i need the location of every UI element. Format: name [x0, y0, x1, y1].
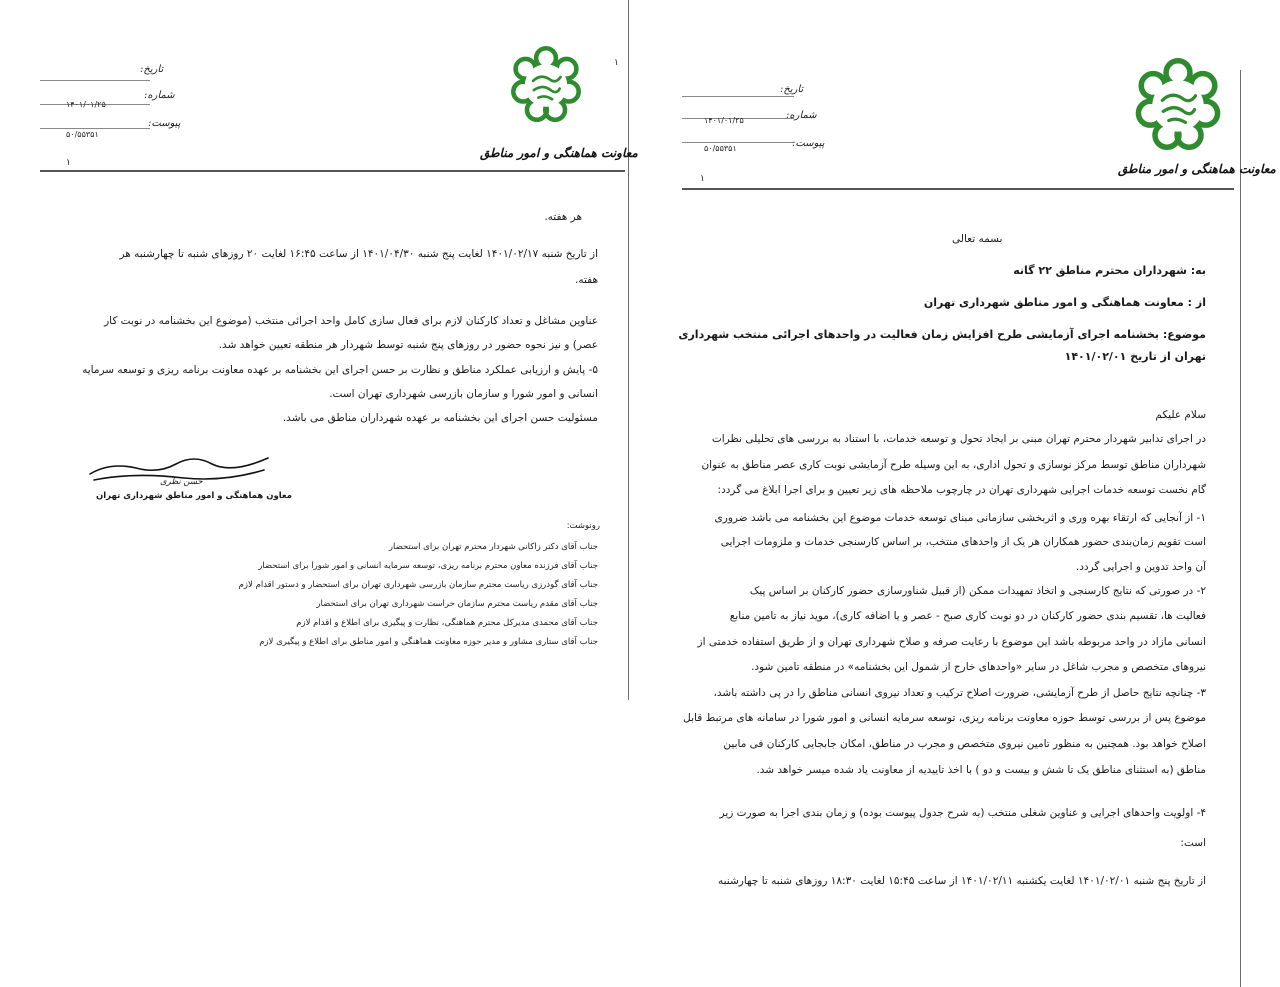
body-line: است تقویم زمان‌بندی حضور همکاران هر یک از واحدهای منتخب، بر اساس کارسنجی خدمات و ملزومات اجرایی	[720, 536, 1206, 548]
cc-item: جناب آقای مقدم ریاست محترم سازمان حراست شهرداری تهران برای استحضار	[316, 599, 598, 609]
body-line: از تاریخ شنبه ۱۴۰۱/۰۲/۱۷ لغایت پنج شنبه ۱۴۰۱/۰۴/۳۰ از ساعت ۱۶:۴۵ لغایت ۲۰ روزهای شنبه تا چهارشنبه هر	[119, 248, 598, 260]
greeting: سلام علیکم	[1155, 409, 1206, 421]
subject-line: تهران از تاریخ ۱۴۰۱/۰۲/۰۱	[1064, 350, 1206, 363]
cc-item: جناب آقای ستاری مشاور و مدیر حوزه معاونت هماهنگی و امور مناطق برای اطلاع و پیگیری لازم	[259, 637, 598, 647]
signatory-name: حسن نظری	[160, 477, 203, 487]
tehran-municipality-logo-icon	[1132, 58, 1224, 150]
page-marker: ۱	[614, 58, 619, 68]
cc-item: جناب آقای گودرزی ریاست محترم سازمان بازرسی شهرداری تهران برای استحضار و دستور اقدام لازم	[238, 580, 598, 590]
header-rule	[682, 142, 794, 143]
body-line: ۵- پایش و ارزیابی عملکرد مناطق و نظارت بر حسن اجرای این بخشنامه بر عهده معاونت برنامه ریزی و توسعه سرمایه	[82, 364, 598, 376]
body-line: فعالیت ها، تقسیم بندی حضور کارکنان در دو نوبت کاری صبح - عصر و یا اضافه کاری)، موید نیاز به تامین منابع	[729, 610, 1206, 622]
number-label: شماره:	[786, 110, 817, 121]
header-rule	[682, 96, 794, 97]
body-line: انسانی و امور شورا و سازمان بازرسی شهرداری تهران است.	[329, 388, 598, 400]
from-line: از : معاونت هماهنگی و امور مناطق شهرداری تهران	[923, 296, 1206, 309]
attachment-label: پیوست:	[792, 138, 825, 149]
cc-item: جناب آقای محمدی مدیرکل محترم هماهنگی، نظارت و پیگیری برای اطلاع و اقدام لازم	[296, 618, 598, 628]
body-line: ۴- اولویت واحدهای اجرایی و عناوین شغلی منتخب (به شرح جدول پیوست بوده) و زمان بندی اجرا به صورت زیر	[719, 807, 1206, 819]
body-line: عناوین مشاغل و تعداد کارکنان لازم برای فعال سازی کامل واحد اجرائی منتخب (موضوع این بخشنامه در نوبت کار	[104, 315, 598, 327]
number-label: شماره:	[144, 90, 175, 101]
body-line: نیروهای متخصص و مجرب شاغل در سایر «واحدهای خارج از شمول این بخشنامه» در منطقه تامین شود.	[751, 661, 1206, 673]
date-label: تاریخ:	[780, 84, 804, 95]
number-value: ۵۰/۵۵۳۵۱	[704, 144, 737, 153]
header-rule	[40, 128, 150, 129]
header-rule	[40, 80, 150, 81]
date-value: ۱۴۰۱/۰۱/۲۵	[704, 116, 744, 125]
header-divider	[682, 188, 1234, 190]
body-line: شهرداران مناطق توسط مرکز نوسازی و تحول اداری، به این وسیله طرح آزمایشی نوبت کاری عصر مناطق به عنوان	[701, 459, 1206, 471]
org-name: معاونت هماهنگی و امور مناطق	[480, 146, 638, 160]
body-line: در اجرای تدابیر شهردار محترم تهران مبنی بر ایجاد تحول و توسعه خدمات، با استناد به بررسی های تحلیلی نظرات	[711, 433, 1206, 445]
body-line: موضوع پس از بررسی توسط حوزه معاونت برنامه ریزی، توسعه سرمایه انسانی و امور شورا در سامانه های مرتبط قابل	[683, 712, 1206, 724]
invocation: بسمه تعالی	[952, 233, 1003, 245]
body-line: اصلاح خواهد بود. همچنین به منظور تامین نیروی متخصص و مجرب در مناطق، امکان جابجایی کارکنان فی مابین	[723, 738, 1206, 750]
body-line: ۱- از آنجایی که ارتقاء بهره وری و اثربخشی سازمانی مبنای توسعه خدمات موضوع این بخشنامه می باشد ضروری	[714, 512, 1206, 524]
signatory-title: معاون هماهنگی و امور مناطق شهرداری تهران	[96, 491, 292, 501]
tehran-municipality-logo-icon	[508, 46, 584, 122]
body-line: عصر) و نیز نحوه حضور در روزهای پنج شنبه توسط شهردار هر منطقه تعیین خواهد شد.	[218, 339, 598, 351]
body-line: ۳- چنانچه نتایج حاصل از طرح آزمایشی، ضرورت اصلاح ترکیب و تعداد نیروی انسانی مناطق را در پی داشته باشد،	[713, 687, 1206, 699]
cc-item: جناب آقای دکتر زاکانی شهردار محترم تهران برای استحضار	[388, 542, 598, 552]
subject-line: موضوع: بخشنامه اجرای آزمایشی طرح افزایش زمان فعالیت در واحدهای اجرائی منتخب شهرداری	[678, 328, 1206, 341]
body-line: آن واحد تدوین و اجرایی گردد.	[1075, 561, 1206, 573]
attachment-label: پیوست:	[148, 118, 181, 129]
org-name: معاونت هماهنگی و امور مناطق	[1118, 162, 1276, 176]
cc-heading: رونوشت:	[566, 521, 600, 531]
body-line: مناطق (به استثنای مناطق یک تا شش و بیست و دو ) با اخذ تاییدیه از معاونت یاد شده میسر خواهد شد.	[756, 764, 1206, 776]
page-number: ۱	[700, 174, 705, 184]
to-line: به: شهرداران محترم مناطق ۲۲ گانه	[1013, 264, 1206, 277]
body-line: هفته.	[575, 274, 598, 286]
body-line: ۲- در صورتی که نتایج کارسنجی و اتخاذ تمهیدات ممکن (از قبیل شناورسازی حضور کارکنان بر اساس پیک	[749, 585, 1206, 597]
body-line: مسئولیت حسن اجرای این بخشنامه بر عهده شهرداران مناطق می باشد.	[282, 412, 598, 424]
header-divider	[40, 170, 625, 172]
body-line: انسانی مازاد در واحد مربوطه باشد این موضوع با رعایت صرفه و صلاح شهرداری تهران و از طریق استفاده خدمتی از	[697, 636, 1206, 648]
page-edge	[628, 0, 629, 700]
page-number: ۱	[66, 158, 71, 168]
date-value: ۱۴۰۱/۰۱/۲۵	[66, 100, 106, 109]
body-line: از تاریخ پنج شنبه ۱۴۰۱/۰۲/۰۱ لغایت یکشنبه ۱۴۰۱/۰۲/۱۱ از ساعت ۱۵:۴۵ لغایت ۱۸:۳۰ روزهای شنبه تا چهارشنبه	[718, 875, 1206, 887]
body-line: گام نخست توسعه خدمات اجرایی شهرداری تهران در چارچوب ملاحظه های زیر تعیین و برای اجرا ابلاغ می گردد:	[717, 484, 1206, 496]
number-value: ۵۰/۵۵۳۵۱	[66, 130, 99, 139]
cc-item: جناب آقای فرزنده معاون محترم برنامه ریزی، توسعه سرمایه انسانی و امور شورا برای استحضار	[258, 561, 598, 571]
letter-page-main	[652, 0, 1280, 987]
page-edge	[1240, 70, 1241, 987]
body-line: است:	[1180, 837, 1206, 849]
body-line: هر هفته.	[544, 211, 582, 223]
date-label: تاریخ:	[140, 64, 164, 75]
